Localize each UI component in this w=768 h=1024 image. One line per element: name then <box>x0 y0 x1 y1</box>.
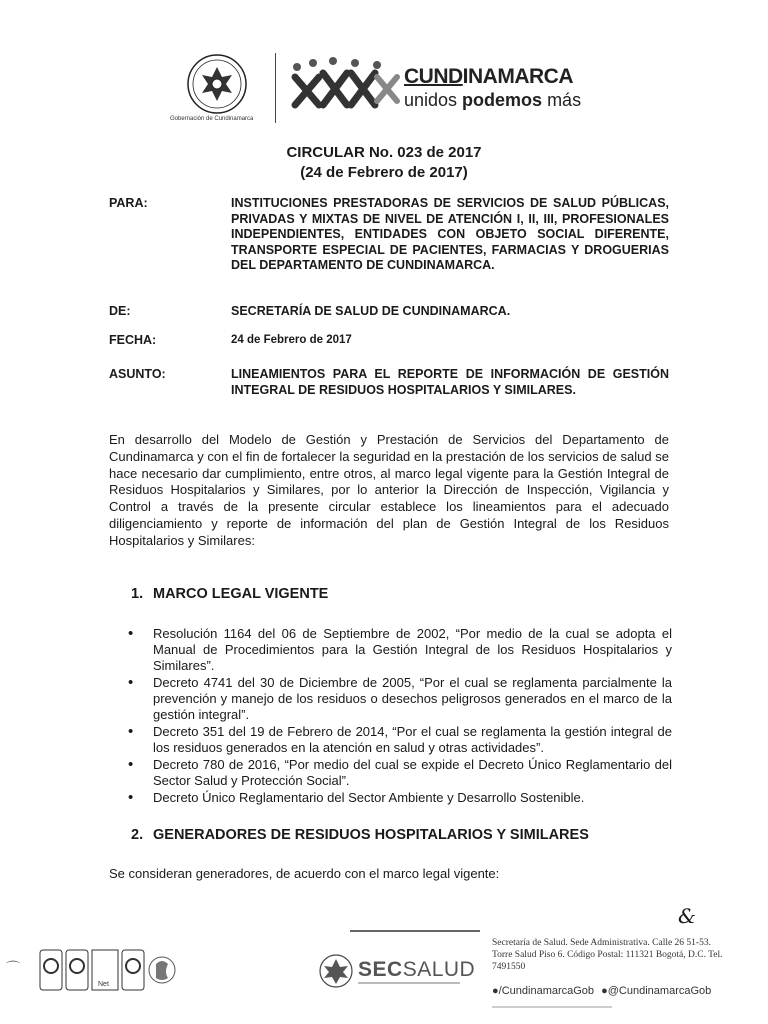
fecha-label: FECHA: <box>109 333 157 347</box>
footer-social <box>492 985 711 997</box>
list-item: • Decreto 4741 del 30 de Diciembre de 2005, “Por el cual se reglamenta parcialmente la prevención y manejo de los residuos o desechos peligrosos generados en el marco de la gestión integral”. <box>128 675 672 723</box>
para-value: INSTITUCIONES PRESTADORAS DE SERVICIOS DE SALUD PÚBLICAS, PRIVADAS Y MIXTAS DE NIVEL DE ATENCIÓN I, II, III, PROFESIONALES INDEPENDIENTES, ENTIDADES CON OBJETO SOCIAL DIFERENTE, TRANSPORTE ESPECIAL DE PACIENTES, FARMACIAS Y DROGUERIAS DEL DEPARTAMENTO DE CUNDINAMARCA. <box>231 196 669 272</box>
cundinamarca-x-logo-icon <box>289 55 401 115</box>
footer-rule <box>350 930 480 932</box>
handwritten-initials: & <box>678 904 696 928</box>
brand-slogan: unidos podemos más <box>404 90 582 110</box>
gobernacion-seal-icon <box>186 53 248 115</box>
section-2-intro: Se consideran generadores, de acuerdo con el marco legal vigente: <box>109 866 500 881</box>
gobernacion-caption: Gobernación de Cundinamarca <box>170 116 254 122</box>
list-item: • Decreto 780 de 2016, “Por medio del cual se expide el Decreto Único Reglamentario del Sector Salud y Protección Social”. <box>128 757 672 789</box>
para-field <box>109 196 669 291</box>
de-value: SECRETARÍA DE SALUD DE CUNDINAMARCA. <box>231 304 511 318</box>
letterhead <box>0 45 768 125</box>
brand-name: CUNDINAMARCA <box>404 65 573 88</box>
section-1-heading: 1. MARCO LEGAL VIGENTE <box>131 586 329 602</box>
footer-address: Secretaría de Salud. Sede Administrativa. Calle 26 51-53. Torre Salud Piso 6. Código Postal: 111321 Bogotá, D.C. Tel. 7491550 <box>492 938 723 972</box>
corner-scan-mark: ⌒ <box>6 960 20 976</box>
intro-paragraph: En desarrollo del Modelo de Gestión y Prestación de Servicios del Departamento de Cundinamarca y con el fin de fortalecer la seguridad en la prestación de los servicios de salud se hace necesario dar cumplimiento, entre otros, al marco legal vigente para la Gestión Integral de Residuos Hospitalarios y Similares, por lo anterior la Dirección de Inspección, Vigilancia y Control a través de la presente circular establece los lineamientos para el adecuado diligenciamiento y reporte de información del plan de Gestión Integral de los Residuos Hospitalarios y Similares: <box>109 432 669 548</box>
footer-website <box>492 1006 612 1008</box>
list-item: • Decreto Único Reglamentario del Sector Ambiente y Desarrollo Sostenible. <box>128 790 672 806</box>
legal-framework-list <box>128 626 672 807</box>
secsalud-tagline <box>358 982 460 984</box>
facebook-icon: ● <box>492 985 499 997</box>
asunto-value: LINEAMIENTOS PARA EL REPORTE DE INFORMACIÓN DE GESTIÓN INTEGRAL DE RESIDUOS HOSPITALARIOS Y SIMILARES. <box>231 367 669 397</box>
asunto-field <box>109 367 669 401</box>
secsalud-logo: SECSALUD <box>358 958 476 981</box>
asunto-label: ASUNTO: <box>109 367 166 381</box>
list-item: • Decreto 351 del 19 de Febrero de 2014, “Por el cual se reglamenta la gestión integral de los residuos generados en la atención en salud y otras actividades”. <box>128 724 672 756</box>
list-item: • Resolución 1164 del 06 de Septiembre de 2002, “Por medio de la cual se adopta el Manual de Procedimientos para la Gestión Integral de los Residuos Hospitalarios y Similares”. <box>128 626 672 674</box>
certification-logos-icon <box>38 948 178 994</box>
twitter-handle: @CundinamarcaGob <box>607 985 712 997</box>
svg-text:Net: Net <box>98 981 109 988</box>
para-label: PARA: <box>109 196 148 210</box>
fecha-value: 24 de Febrero de 2017 <box>231 334 352 346</box>
circular-date: (24 de Febrero de 2017) <box>300 164 468 181</box>
twitter-icon: ● <box>601 985 608 997</box>
section-2-heading: 2. GENERADORES DE RESIDUOS HOSPITALARIOS Y SIMILARES <box>131 827 589 843</box>
fecha-field <box>109 333 669 351</box>
secsalud-seal-icon <box>318 953 354 989</box>
circular-number: CIRCULAR No. 023 de 2017 <box>286 144 482 161</box>
header-divider <box>275 53 276 123</box>
facebook-handle: /CundinamarcaGob <box>498 985 595 997</box>
de-field <box>109 304 669 322</box>
de-label: DE: <box>109 304 131 318</box>
circular-title <box>0 143 768 183</box>
